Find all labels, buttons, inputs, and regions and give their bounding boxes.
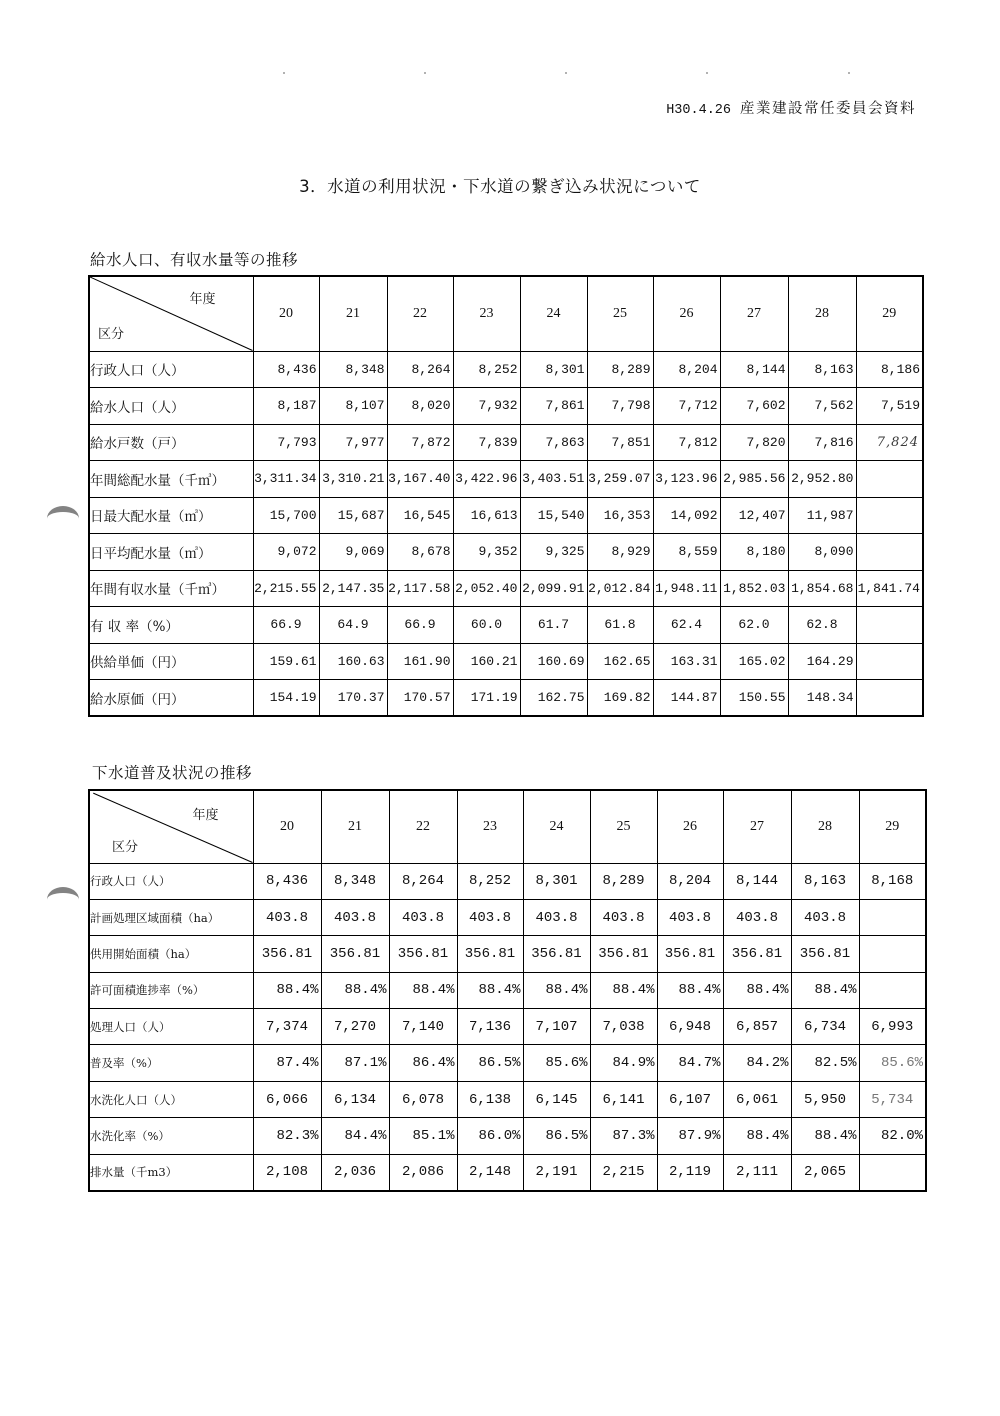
table-cell: 88.4%: [723, 972, 791, 1008]
table-head: [89, 276, 923, 351]
table-cell: 8,678: [387, 534, 453, 571]
year-header-row: [89, 790, 926, 863]
table-row: [89, 899, 926, 935]
year-header: 21: [319, 276, 387, 351]
row-label: 処理人口（人）: [89, 1009, 253, 1045]
row-label: 供給単価（円）: [89, 643, 253, 680]
table-cell: 2,191: [523, 1154, 590, 1190]
table-cell: 6,078: [389, 1081, 457, 1117]
table-cell: 356.81: [723, 936, 791, 972]
table-cell: 8,252: [457, 863, 523, 899]
row-label: 日平均配水量（㎥）: [89, 534, 253, 571]
table-cell: 7,861: [520, 388, 587, 425]
table-cell: 88.4%: [723, 1118, 791, 1154]
table-cell: 64.9: [319, 607, 387, 644]
table-cell: 171.19: [453, 680, 520, 717]
table-row: [89, 1009, 926, 1045]
table-cell: 84.4%: [321, 1118, 389, 1154]
table-cell: 7,107: [523, 1009, 590, 1045]
row-label: 許可面積進捗率（%）: [89, 972, 253, 1008]
table-cell: 7,839: [453, 424, 520, 461]
year-header: 28: [791, 790, 859, 863]
table-cell: 8,301: [523, 863, 590, 899]
table-cell: 88.4%: [791, 972, 859, 1008]
table-cell: 356.81: [657, 936, 723, 972]
table-cell: 86.5%: [457, 1045, 523, 1081]
table-cell: 88.4%: [791, 1118, 859, 1154]
table-cell: 159.61: [253, 643, 319, 680]
sewerage-heading: 下水道普及状況の推移: [92, 764, 253, 782]
year-header: 27: [720, 276, 788, 351]
table-cell: 84.7%: [657, 1045, 723, 1081]
table-cell: 8,929: [587, 534, 653, 571]
water-supply-heading: 給水人口、有収水量等の推移: [90, 251, 299, 269]
table-cell: 356.81: [523, 936, 590, 972]
scan-speck: [565, 72, 567, 74]
table-cell: 88.4%: [590, 972, 657, 1008]
table-cell: 87.9%: [657, 1118, 723, 1154]
table-cell: 8,180: [720, 534, 788, 571]
table-cell: 60.0: [453, 607, 520, 644]
table-row: [89, 497, 923, 534]
table-cell: 7,562: [788, 388, 856, 425]
table-cell: 9,069: [319, 534, 387, 571]
table-cell: 162.75: [520, 680, 587, 717]
table-cell: 2,108: [253, 1154, 321, 1190]
table-row: [89, 1154, 926, 1190]
table-cell: 11,987: [788, 497, 856, 534]
table-cell: 86.0%: [457, 1118, 523, 1154]
table-cell: 403.8: [791, 899, 859, 935]
table-cell: 2,215: [590, 1154, 657, 1190]
row-label: 日最大配水量（㎥）: [89, 497, 253, 534]
table-cell: 88.4%: [523, 972, 590, 1008]
table-cell: 7,816: [788, 424, 856, 461]
table-cell: 2,012.84: [587, 570, 653, 607]
table-cell: 2,036: [321, 1154, 389, 1190]
table-cell: 356.81: [791, 936, 859, 972]
table-cell: 14,092: [653, 497, 720, 534]
table-cell: 87.3%: [590, 1118, 657, 1154]
row-label: 給水人口（人）: [89, 388, 253, 425]
table-cell: 88.4%: [389, 972, 457, 1008]
table-row: [89, 534, 923, 571]
year-header: 20: [253, 790, 321, 863]
table-cell: 403.8: [253, 899, 321, 935]
table-row: [89, 1045, 926, 1081]
table-cell: 16,545: [387, 497, 453, 534]
table-cell: 6,993: [859, 1009, 926, 1045]
table-cell: 8,264: [389, 863, 457, 899]
table-cell: 8,252: [453, 351, 520, 388]
table-cell: 2,117.58: [387, 570, 453, 607]
table-cell: 403.8: [321, 899, 389, 935]
table-cell: 82.0%: [859, 1118, 926, 1154]
table-cell: 9,352: [453, 534, 520, 571]
table-cell: 88.4%: [457, 972, 523, 1008]
table-cell: 15,540: [520, 497, 587, 534]
table-cell: 2,147.35: [319, 570, 387, 607]
table-cell: 8,163: [788, 351, 856, 388]
table-cell: 87.1%: [321, 1045, 389, 1081]
table-cell: 1,948.11: [653, 570, 720, 607]
table-cell: 7,140: [389, 1009, 457, 1045]
table-cell: 6,734: [791, 1009, 859, 1045]
sewerage-table: [88, 789, 927, 1192]
table-cell: 356.81: [389, 936, 457, 972]
table-cell: 2,148: [457, 1154, 523, 1190]
table-cell: 1,852.03: [720, 570, 788, 607]
table-cell: 162.65: [587, 643, 653, 680]
table-cell: 82.5%: [791, 1045, 859, 1081]
table-cell: 61.8: [587, 607, 653, 644]
year-header: 29: [856, 276, 923, 351]
page-title: 3．水道の利用状況・下水道の繋ぎ込み状況について: [299, 177, 701, 196]
table-cell: 66.9: [387, 607, 453, 644]
table-body: [89, 351, 923, 716]
row-label: 有 収 率（%）: [89, 607, 253, 644]
table-cell: 16,613: [453, 497, 520, 534]
corner-label-category: 区分: [98, 326, 125, 342]
table-cell: 8,204: [657, 863, 723, 899]
table-cell: 8,289: [590, 863, 657, 899]
table-row: [89, 972, 926, 1008]
table-cell: [859, 972, 926, 1008]
table-cell: 7,374: [253, 1009, 321, 1045]
row-label: 給水戸数（戸）: [89, 424, 253, 461]
table-cell: 7,712: [653, 388, 720, 425]
year-header: 21: [321, 790, 389, 863]
table-cell: 150.55: [720, 680, 788, 717]
table-row: [89, 461, 923, 498]
table-cell: 8,168: [859, 863, 926, 899]
table-cell: 9,072: [253, 534, 319, 571]
year-header: 27: [723, 790, 791, 863]
year-header: 29: [859, 790, 926, 863]
row-label: 行政人口（人）: [89, 863, 253, 899]
table-cell: 148.34: [788, 680, 856, 717]
corner-label-year: 年度: [189, 292, 216, 307]
year-header: 23: [453, 276, 520, 351]
table-row: [89, 351, 923, 388]
row-label: 行政人口（人）: [89, 351, 253, 388]
meeting-date: H30.4.26: [666, 103, 731, 118]
table-cell: 61.7: [520, 607, 587, 644]
scan-speck: [848, 72, 850, 74]
table-cell: 62.4: [653, 607, 720, 644]
table-cell: 403.8: [657, 899, 723, 935]
table-cell: 88.4%: [657, 972, 723, 1008]
table-cell: 6,948: [657, 1009, 723, 1045]
year-header: 24: [523, 790, 590, 863]
row-label: 年間総配水量（千㎥）: [89, 461, 253, 498]
table-cell: 2,086: [389, 1154, 457, 1190]
table-cell: 2,985.56: [720, 461, 788, 498]
table-cell: 2,952.80: [788, 461, 856, 498]
table-cell: 6,061: [723, 1081, 791, 1117]
year-header: 26: [653, 276, 720, 351]
table-body: [89, 863, 926, 1191]
table-cell: 165.02: [720, 643, 788, 680]
table-cell: [856, 534, 923, 571]
table-cell: 3,422.96: [453, 461, 520, 498]
table-cell: 2,111: [723, 1154, 791, 1190]
table-cell: 8,436: [253, 351, 319, 388]
table-cell: 8,020: [387, 388, 453, 425]
table-cell: [856, 643, 923, 680]
row-label: 水洗化率（%）: [89, 1118, 253, 1154]
table-cell: 169.82: [587, 680, 653, 717]
table-cell: 3,123.96: [653, 461, 720, 498]
table-row: [89, 570, 923, 607]
table-cell: 3,403.51: [520, 461, 587, 498]
year-header-row: [89, 276, 923, 351]
table-cell: 160.21: [453, 643, 520, 680]
table-cell: 9,325: [520, 534, 587, 571]
table-cell: 62.0: [720, 607, 788, 644]
table-cell: 3,259.07: [587, 461, 653, 498]
table-cell: 144.87: [653, 680, 720, 717]
punch-hole-shadow: [47, 506, 79, 520]
table-cell: [856, 497, 923, 534]
row-label: 普及率（%）: [89, 1045, 253, 1081]
table-cell: 163.31: [653, 643, 720, 680]
row-label: 排水量（千m3）: [89, 1154, 253, 1190]
table-cell: 15,687: [319, 497, 387, 534]
table-cell: 160.63: [319, 643, 387, 680]
table-cell: 3,167.40: [387, 461, 453, 498]
table-cell: 1,854.68: [788, 570, 856, 607]
table-cell: 8,436: [253, 863, 321, 899]
table-cell: 7,863: [520, 424, 587, 461]
table-cell: 88.4%: [253, 972, 321, 1008]
table-cell: 8,144: [723, 863, 791, 899]
table-cell: 84.9%: [590, 1045, 657, 1081]
table-cell: 16,353: [587, 497, 653, 534]
table-cell: 8,186: [856, 351, 923, 388]
punch-hole-shadow: [47, 887, 79, 901]
table-cell: 3,311.34: [253, 461, 319, 498]
table-cell: 7,932: [453, 388, 520, 425]
table-cell: 7,824: [856, 424, 923, 461]
year-header: 24: [520, 276, 587, 351]
table-cell: 6,145: [523, 1081, 590, 1117]
table-cell: 2,215.55: [253, 570, 319, 607]
table-cell: [859, 936, 926, 972]
row-label: 計画処理区域面積（ha）: [89, 899, 253, 935]
table-cell: [856, 680, 923, 717]
table-cell: 2,119: [657, 1154, 723, 1190]
table-cell: 15,700: [253, 497, 319, 534]
table-cell: 8,204: [653, 351, 720, 388]
table-cell: 7,602: [720, 388, 788, 425]
scan-speck: [283, 72, 285, 74]
corner-cell: [89, 276, 253, 351]
table-cell: 356.81: [590, 936, 657, 972]
table-cell: 84.2%: [723, 1045, 791, 1081]
document-header: [666, 97, 916, 118]
table-cell: 403.8: [523, 899, 590, 935]
table-cell: 7,519: [856, 388, 923, 425]
table-cell: 164.29: [788, 643, 856, 680]
table-cell: 8,264: [387, 351, 453, 388]
table-cell: 8,144: [720, 351, 788, 388]
table-cell: 403.8: [389, 899, 457, 935]
table-cell: 8,559: [653, 534, 720, 571]
row-label: 水洗化人口（人）: [89, 1081, 253, 1117]
table-cell: 7,812: [653, 424, 720, 461]
table-cell: 7,851: [587, 424, 653, 461]
table-cell: 2,065: [791, 1154, 859, 1190]
table-row: [89, 643, 923, 680]
table-cell: 2,099.91: [520, 570, 587, 607]
table-cell: 12,407: [720, 497, 788, 534]
corner-label-year: 年度: [192, 808, 219, 823]
table-cell: 403.8: [457, 899, 523, 935]
meeting-name: 産業建設常任委員会資料: [740, 101, 916, 117]
table-cell: 356.81: [253, 936, 321, 972]
table-cell: 8,348: [321, 863, 389, 899]
table-cell: 1,841.74: [856, 570, 923, 607]
table-cell: 8,348: [319, 351, 387, 388]
table-cell: 7,820: [720, 424, 788, 461]
table-cell: 403.8: [590, 899, 657, 935]
table-head: [89, 790, 926, 863]
table-cell: 356.81: [457, 936, 523, 972]
table-row: [89, 936, 926, 972]
table-cell: 170.37: [319, 680, 387, 717]
table-row: [89, 680, 923, 717]
table-cell: 85.1%: [389, 1118, 457, 1154]
scan-speck: [424, 72, 426, 74]
row-label: 供用開始面積（ha）: [89, 936, 253, 972]
table-row: [89, 424, 923, 461]
table-cell: 6,857: [723, 1009, 791, 1045]
table-row: [89, 607, 923, 644]
table-cell: 154.19: [253, 680, 319, 717]
year-header: 25: [590, 790, 657, 863]
water-supply-table: [88, 275, 924, 717]
table-cell: 6,107: [657, 1081, 723, 1117]
table-cell: [859, 899, 926, 935]
table-row: [89, 863, 926, 899]
table-cell: 356.81: [321, 936, 389, 972]
table-cell: 85.6%: [523, 1045, 590, 1081]
table-cell: 8,301: [520, 351, 587, 388]
table-cell: 86.5%: [523, 1118, 590, 1154]
scan-speck: [706, 72, 708, 74]
table-cell: 170.57: [387, 680, 453, 717]
table-row: [89, 1081, 926, 1117]
table-cell: 8,187: [253, 388, 319, 425]
table-cell: [856, 461, 923, 498]
table-cell: 82.3%: [253, 1118, 321, 1154]
table-cell: 8,090: [788, 534, 856, 571]
year-header: 25: [587, 276, 653, 351]
table-cell: 5,950: [791, 1081, 859, 1117]
table-cell: 7,977: [319, 424, 387, 461]
table-cell: 7,872: [387, 424, 453, 461]
table-cell: 160.69: [520, 643, 587, 680]
table-cell: 6,138: [457, 1081, 523, 1117]
table-cell: 7,798: [587, 388, 653, 425]
row-label: 給水原価（円）: [89, 680, 253, 717]
table-cell: 7,136: [457, 1009, 523, 1045]
table-cell: 3,310.21: [319, 461, 387, 498]
table-cell: 6,141: [590, 1081, 657, 1117]
table-cell: 66.9: [253, 607, 319, 644]
table-cell: 62.8: [788, 607, 856, 644]
table-cell: 7,270: [321, 1009, 389, 1045]
corner-label-category: 区分: [112, 839, 139, 855]
table-cell: 88.4%: [321, 972, 389, 1008]
table-row: [89, 388, 923, 425]
year-header: 22: [389, 790, 457, 863]
table-cell: 8,289: [587, 351, 653, 388]
table-cell: 6,066: [253, 1081, 321, 1117]
table-cell: 85.6%: [859, 1045, 926, 1081]
table-cell: [859, 1154, 926, 1190]
corner-cell: [89, 790, 253, 863]
table-cell: 8,163: [791, 863, 859, 899]
table-cell: 7,038: [590, 1009, 657, 1045]
table-cell: [856, 607, 923, 644]
table-cell: 87.4%: [253, 1045, 321, 1081]
table-row: [89, 1118, 926, 1154]
table-cell: 6,134: [321, 1081, 389, 1117]
table-cell: 5,734: [859, 1081, 926, 1117]
table-cell: 8,107: [319, 388, 387, 425]
year-header: 23: [457, 790, 523, 863]
table-cell: 403.8: [723, 899, 791, 935]
year-header: 22: [387, 276, 453, 351]
year-header: 26: [657, 790, 723, 863]
table-cell: 161.90: [387, 643, 453, 680]
row-label: 年間有収水量（千㎥）: [89, 570, 253, 607]
year-header: 28: [788, 276, 856, 351]
table-cell: 2,052.40: [453, 570, 520, 607]
year-header: 20: [253, 276, 319, 351]
table-cell: 7,793: [253, 424, 319, 461]
table-cell: 86.4%: [389, 1045, 457, 1081]
